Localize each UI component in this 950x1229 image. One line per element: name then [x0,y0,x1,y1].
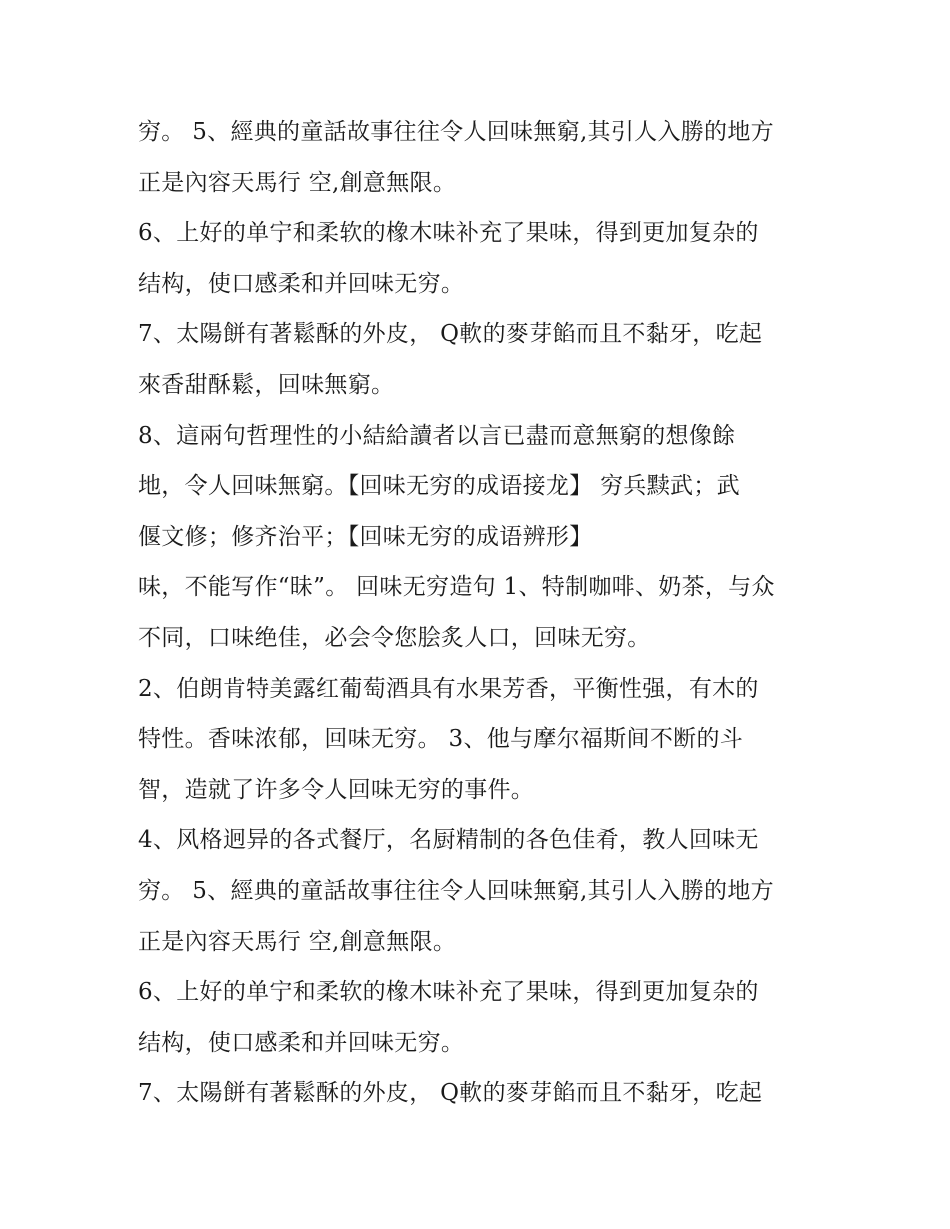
text-line: 6、上好的单宁和柔软的橡木味补充了果味，得到更加复杂的 [138,220,759,247]
text-line: 來香甜酥鬆，回味無窮。 [138,371,395,398]
text-line: 6、上好的单宁和柔软的橡木味补充了果味，得到更加复杂的 [138,979,759,1006]
text-line: 8、這兩句哲理性的小結給讀者以言已盡而意無窮的想像餘 [138,422,736,449]
text-line: 不同，口味绝佳，必会令您脍炙人口，回味无穷。 [138,624,651,651]
text-line: 7、太陽餅有著鬆酥的外皮， Q軟的麥芽餡而且不黏牙，吃起 [138,1080,763,1107]
text-line: 智，造就了许多令人回味无穷的事件。 [138,776,535,803]
text-line: 结构，使口感柔和并回味无穷。 [138,270,465,297]
text-line: 正是內容天馬行 空,創意無限。 [138,169,457,196]
text-line: 偃文修；修齐治平；【回味无穷的成语辨形】 [138,523,593,550]
text-line: 4、风格迥异的各式餐厅，名厨精制的各色佳肴，教人回味无 [138,827,759,854]
text-line: 穷。 5、經典的童話故事往往令人回味無窮,其引人入勝的地方 [138,877,774,904]
text-line: 结构，使口感柔和并回味无穷。 [138,1029,465,1056]
text-line: 地，令人回味無窮。【回味无穷的成语接龙】 穷兵黩武；武 [138,473,740,500]
text-line: 味，不能写作“昧”。 回味无穷造句 1、特制咖啡、奶茶，与众 [138,574,775,601]
text-line: 2、伯朗肯特美露红葡萄酒具有水果芳香，平衡性强，有木的 [138,675,759,702]
text-line: 穷。 5、經典的童話故事往往令人回味無窮,其引人入勝的地方 [138,119,774,145]
document-body [138,107,838,1119]
text-line: 7、太陽餅有著鬆酥的外皮， Q軟的麥芽餡而且不黏牙，吃起 [138,321,763,348]
text-line: 特性。香味浓郁，回味无穷。 3、他与摩尔福斯间不断的斗 [138,726,744,753]
text-line: 正是內容天馬行 空,創意無限。 [138,928,457,955]
